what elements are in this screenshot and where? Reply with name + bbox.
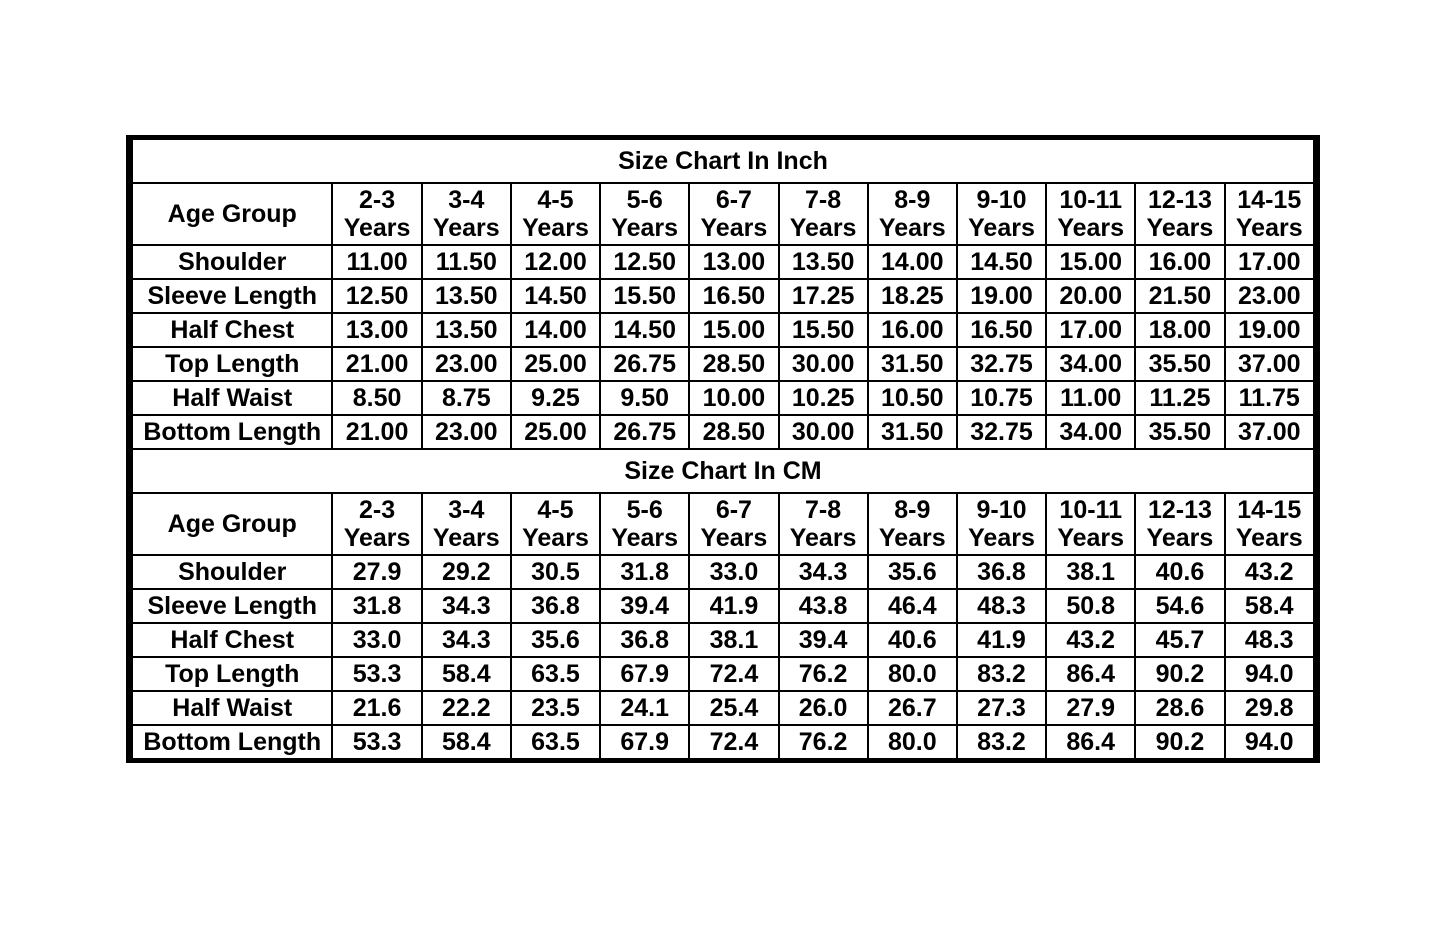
column-header [1135,183,1224,245]
table-row [132,691,1314,725]
table-cell: 35.6 [511,623,600,657]
column-header-range: 5-6 [626,186,663,214]
table-cell: 46.4 [868,589,957,623]
column-header-unit: Years [1146,214,1214,242]
column-header-unit: Years [611,524,679,552]
table-cell: 23.00 [1225,279,1314,313]
column-header-range: 6-7 [715,186,752,214]
table-cell: 30.00 [779,347,868,381]
table-cell: 24.1 [600,691,689,725]
table-cell: 17.00 [1046,313,1135,347]
table-row [132,415,1314,449]
table-cell: 25.4 [689,691,778,725]
table-cell: 17.00 [1225,245,1314,279]
table-cell: 67.9 [600,657,689,691]
table-cell: 40.6 [1135,555,1224,589]
column-header-unit: Years [522,524,589,552]
table-cell: 29.2 [422,555,511,589]
table-cell: 11.00 [332,245,421,279]
column-header [1135,493,1224,555]
column-header [1046,493,1135,555]
table-cell: 14.50 [600,313,689,347]
column-header [868,493,957,555]
table-cell: 26.75 [600,347,689,381]
table-cell: 40.6 [868,623,957,657]
column-header-range: 12-13 [1147,496,1212,524]
table-cell: 12.50 [600,245,689,279]
table-cell: 16.00 [1135,245,1224,279]
row-label: Half Chest [132,623,332,657]
table-row [132,347,1314,381]
table-row [132,589,1314,623]
table-cell: 36.8 [600,623,689,657]
column-header [1046,183,1135,245]
table-cell: 43.2 [1225,555,1314,589]
column-header-unit: Years [789,524,857,552]
table-cell: 19.00 [957,279,1046,313]
column-header-range: 8-9 [894,496,931,524]
table-cell: 21.00 [332,347,421,381]
table-cell: 31.8 [332,589,421,623]
size-chart-container [126,135,1320,763]
column-header-unit: Years [700,214,768,242]
column-header [511,493,600,555]
column-header-range: 10-11 [1059,186,1122,214]
table-cell: 80.0 [868,725,957,758]
table-cell: 25.00 [511,347,600,381]
column-header-unit: Years [611,214,679,242]
table-cell: 19.00 [1225,313,1314,347]
age-group-label: Age Group [132,183,332,245]
section-title-row [132,449,1314,493]
column-header [689,183,778,245]
section-title: Size Chart In Inch [132,140,1314,183]
table-cell: 25.00 [511,415,600,449]
table-cell: 15.00 [1046,245,1135,279]
column-header-unit: Years [432,214,500,242]
table-cell: 53.3 [332,725,421,758]
row-label: Half Waist [132,691,332,725]
column-header-range: 4-5 [537,186,574,214]
column-header-unit: Years [1235,524,1303,552]
table-cell: 28.6 [1135,691,1224,725]
column-header [779,493,868,555]
table-cell: 94.0 [1225,657,1314,691]
table-cell: 31.50 [868,415,957,449]
table-cell: 76.2 [779,657,868,691]
table-cell: 58.4 [422,657,511,691]
table-cell: 39.4 [600,589,689,623]
table-cell: 63.5 [511,657,600,691]
table-cell: 37.00 [1225,347,1314,381]
column-header-range: 2-3 [359,186,396,214]
table-cell: 90.2 [1135,657,1224,691]
table-cell: 16.00 [868,313,957,347]
table-row [132,279,1314,313]
table-cell: 13.50 [422,279,511,313]
table-cell: 23.00 [422,347,511,381]
column-header-range: 14-15 [1237,186,1302,214]
table-cell: 29.8 [1225,691,1314,725]
row-label: Shoulder [132,555,332,589]
table-cell: 13.00 [689,245,778,279]
table-cell: 83.2 [957,725,1046,758]
table-cell: 32.75 [957,347,1046,381]
table-cell: 36.8 [511,589,600,623]
table-cell: 76.2 [779,725,868,758]
table-cell: 41.9 [689,589,778,623]
table-cell: 94.0 [1225,725,1314,758]
table-row [132,725,1314,758]
row-label: Sleeve Length [132,589,332,623]
table-cell: 28.50 [689,347,778,381]
table-cell: 8.50 [332,381,421,415]
table-cell: 72.4 [689,725,778,758]
column-header-unit: Years [1057,214,1125,242]
table-cell: 27.3 [957,691,1046,725]
table-cell: 63.5 [511,725,600,758]
column-header-range: 3-4 [448,186,485,214]
column-header [600,183,689,245]
table-cell: 45.7 [1135,623,1224,657]
table-cell: 15.50 [779,313,868,347]
section-title-row [132,140,1314,183]
table-cell: 26.0 [779,691,868,725]
table-cell: 11.50 [422,245,511,279]
table-cell: 27.9 [332,555,421,589]
table-cell: 11.75 [1225,381,1314,415]
column-header-unit: Years [343,214,411,242]
section-title: Size Chart In CM [132,449,1314,493]
table-cell: 14.00 [868,245,957,279]
column-header-unit: Years [432,524,500,552]
column-header [1225,183,1314,245]
column-header-unit: Years [522,214,589,242]
column-header-range: 7-8 [805,496,842,524]
table-cell: 35.50 [1135,347,1224,381]
table-cell: 43.2 [1046,623,1135,657]
table-row [132,381,1314,415]
table-cell: 10.75 [957,381,1046,415]
table-cell: 12.50 [332,279,421,313]
table-cell: 67.9 [600,725,689,758]
table-cell: 34.3 [422,623,511,657]
table-cell: 36.8 [957,555,1046,589]
table-cell: 35.50 [1135,415,1224,449]
table-cell: 11.00 [1046,381,1135,415]
column-header [868,183,957,245]
table-cell: 18.00 [1135,313,1224,347]
column-header [422,183,511,245]
table-cell: 28.50 [689,415,778,449]
column-header [957,183,1046,245]
row-label: Half Chest [132,313,332,347]
table-cell: 21.50 [1135,279,1224,313]
table-cell: 13.00 [332,313,421,347]
table-cell: 8.75 [422,381,511,415]
row-label: Top Length [132,347,332,381]
table-cell: 22.2 [422,691,511,725]
table-row [132,555,1314,589]
table-cell: 14.00 [511,313,600,347]
column-header [779,183,868,245]
table-cell: 38.1 [1046,555,1135,589]
column-header [332,183,421,245]
table-cell: 32.75 [957,415,1046,449]
column-header-unit: Years [1146,524,1214,552]
age-group-label: Age Group [132,493,332,555]
column-header-unit: Years [343,524,411,552]
column-header-range: 9-10 [976,186,1027,214]
table-cell: 14.50 [957,245,1046,279]
column-header-range: 8-9 [894,186,931,214]
table-cell: 54.6 [1135,589,1224,623]
table-cell: 10.50 [868,381,957,415]
column-header-unit: Years [968,524,1035,552]
table-cell: 23.5 [511,691,600,725]
table-cell: 21.6 [332,691,421,725]
row-label: Shoulder [132,245,332,279]
table-cell: 31.50 [868,347,957,381]
table-cell: 31.8 [600,555,689,589]
table-cell: 9.25 [511,381,600,415]
table-cell: 13.50 [422,313,511,347]
table-cell: 34.3 [422,589,511,623]
row-label: Top Length [132,657,332,691]
table-cell: 14.50 [511,279,600,313]
table-cell: 58.4 [1225,589,1314,623]
table-cell: 38.1 [689,623,778,657]
table-cell: 48.3 [1225,623,1314,657]
column-header-range: 10-11 [1059,496,1122,524]
table-row [132,623,1314,657]
column-header-range: 2-3 [359,496,396,524]
table-cell: 80.0 [868,657,957,691]
column-header [689,493,778,555]
column-header [422,493,511,555]
table-cell: 12.00 [511,245,600,279]
table-cell: 34.3 [779,555,868,589]
table-cell: 43.8 [779,589,868,623]
table-cell: 33.0 [689,555,778,589]
table-cell: 23.00 [422,415,511,449]
table-cell: 86.4 [1046,725,1135,758]
table-row [132,657,1314,691]
table-row [132,245,1314,279]
row-label: Bottom Length [132,725,332,758]
table-cell: 33.0 [332,623,421,657]
column-header [957,493,1046,555]
table-cell: 10.25 [779,381,868,415]
size-chart-table [131,140,1315,758]
table-cell: 10.00 [689,381,778,415]
column-header-unit: Years [1235,214,1303,242]
column-header-range: 12-13 [1147,186,1212,214]
row-label: Half Waist [132,381,332,415]
row-label: Sleeve Length [132,279,332,313]
table-cell: 21.00 [332,415,421,449]
column-header [600,493,689,555]
table-cell: 13.50 [779,245,868,279]
table-cell: 20.00 [1046,279,1135,313]
table-cell: 37.00 [1225,415,1314,449]
table-cell: 15.50 [600,279,689,313]
table-cell: 26.7 [868,691,957,725]
table-cell: 48.3 [957,589,1046,623]
column-header-unit: Years [878,524,946,552]
column-header-range: 9-10 [976,496,1027,524]
table-cell: 34.00 [1046,415,1135,449]
table-cell: 34.00 [1046,347,1135,381]
column-header-unit: Years [1057,524,1125,552]
column-header [1225,493,1314,555]
table-cell: 35.6 [868,555,957,589]
column-header-unit: Years [968,214,1035,242]
table-cell: 58.4 [422,725,511,758]
table-cell: 50.8 [1046,589,1135,623]
column-header [511,183,600,245]
table-cell: 16.50 [689,279,778,313]
table-cell: 15.00 [689,313,778,347]
table-cell: 39.4 [779,623,868,657]
column-header-range: 3-4 [448,496,485,524]
table-cell: 86.4 [1046,657,1135,691]
column-header-range: 7-8 [805,186,842,214]
column-header-row [132,493,1314,555]
table-cell: 26.75 [600,415,689,449]
table-cell: 30.00 [779,415,868,449]
table-cell: 18.25 [868,279,957,313]
column-header-range: 6-7 [715,496,752,524]
column-header [332,493,421,555]
column-header-unit: Years [878,214,946,242]
table-cell: 27.9 [1046,691,1135,725]
column-header-unit: Years [789,214,857,242]
table-cell: 9.50 [600,381,689,415]
column-header-range: 5-6 [626,496,663,524]
table-cell: 72.4 [689,657,778,691]
table-row [132,313,1314,347]
row-label: Bottom Length [132,415,332,449]
column-header-range: 14-15 [1237,496,1302,524]
table-cell: 16.50 [957,313,1046,347]
table-cell: 41.9 [957,623,1046,657]
table-cell: 17.25 [779,279,868,313]
column-header-row [132,183,1314,245]
column-header-unit: Years [700,524,768,552]
table-cell: 90.2 [1135,725,1224,758]
table-cell: 11.25 [1135,381,1224,415]
table-cell: 30.5 [511,555,600,589]
table-cell: 53.3 [332,657,421,691]
table-cell: 83.2 [957,657,1046,691]
column-header-range: 4-5 [537,496,574,524]
